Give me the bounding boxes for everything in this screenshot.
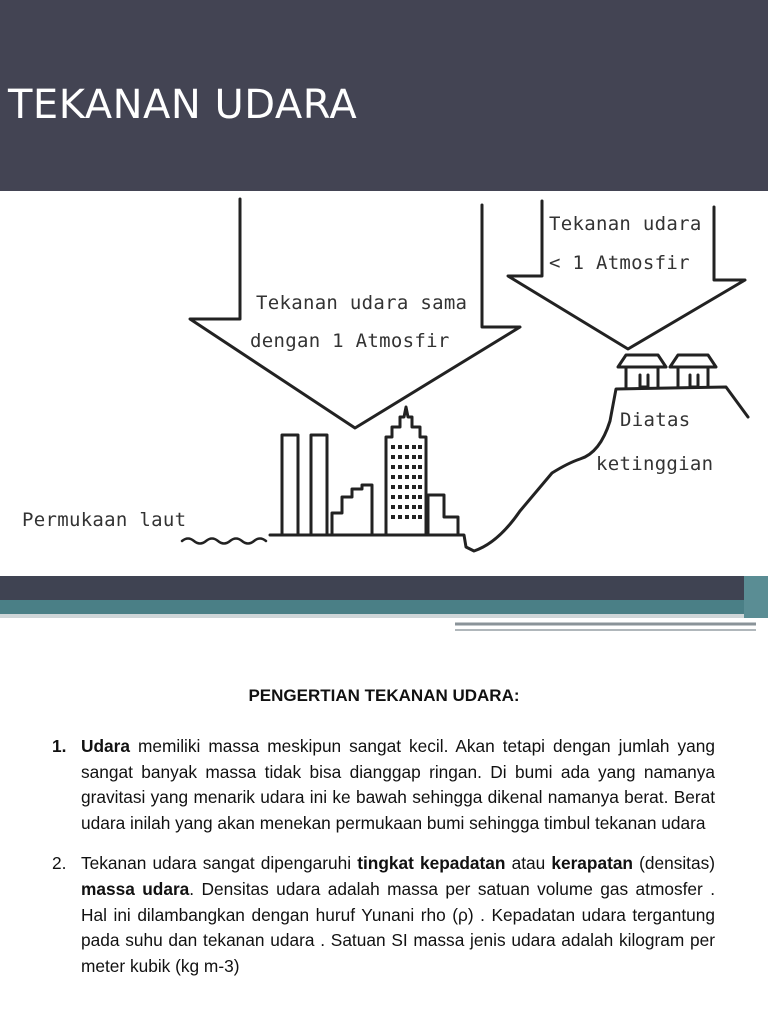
right-arrow-label-line1: Tekanan udara bbox=[549, 213, 702, 235]
low-buildings-right bbox=[428, 495, 458, 535]
title-bar bbox=[0, 0, 768, 191]
pressure-illustration bbox=[0, 191, 768, 576]
altitude-label-line2: ketinggian bbox=[596, 453, 714, 475]
bold-term: tingkat kepadatan bbox=[357, 853, 506, 874]
right-arrow-label-line2: < 1 Atmosfir bbox=[549, 252, 690, 274]
item-text: (densitas) bbox=[633, 853, 715, 874]
decorative-divider bbox=[0, 576, 768, 632]
slide-title: TEKANAN UDARA bbox=[8, 82, 358, 128]
definition-list bbox=[52, 734, 715, 979]
hill-houses bbox=[618, 355, 716, 387]
item-text: Tekanan udara sangat dipengaruhi bbox=[81, 853, 358, 874]
item-text: atau bbox=[505, 853, 552, 874]
list-item-number: 1. bbox=[52, 736, 67, 756]
sea-level-label: Permukaan laut bbox=[22, 509, 187, 531]
low-buildings bbox=[332, 485, 372, 535]
skyscraper-windows bbox=[391, 445, 422, 519]
left-arrow-label-line2: dengan 1 Atmosfir bbox=[250, 330, 450, 352]
bold-term: massa udara bbox=[81, 878, 190, 899]
tower-left bbox=[282, 435, 298, 535]
list-item-number: 2. bbox=[52, 853, 67, 874]
item-text: memiliki massa meskipun sangat kecil. Akan tetapi dengan jumlah yang sangat banyak massa tidak bisa dianggap ringan. Di bumi ada yang namanya gravitasi yang menarik udara ini ke bawah sehingga dikenal namanya berat. Berat udara inilah yang akan menekan permukaan bumi sehingga timbul tekanan udara bbox=[81, 736, 715, 833]
sea-waves bbox=[182, 539, 266, 544]
list-item bbox=[52, 851, 715, 979]
item-text: . Densitas udara adalah massa per satuan volume gas atmosfer . Hal ini dilambangkan dengan huruf Yunani rho (ρ) . Kepadatan udara tergantung pada suhu dan tekanan udara . Satuan SI massa jenis udara adalah kilogram per meter kubik (kg m-3) bbox=[81, 878, 715, 976]
left-arrow-label-line1: Tekanan udara sama bbox=[256, 292, 468, 314]
bold-term: kerapatan bbox=[551, 853, 633, 874]
altitude-label-line1: Diatas bbox=[620, 409, 691, 431]
section-heading: PENGERTIAN TEKANAN UDARA: bbox=[248, 686, 520, 705]
bold-term: Udara bbox=[81, 736, 130, 756]
divider-drawing bbox=[0, 576, 768, 632]
list-item bbox=[52, 734, 715, 836]
tower-right bbox=[311, 435, 327, 535]
